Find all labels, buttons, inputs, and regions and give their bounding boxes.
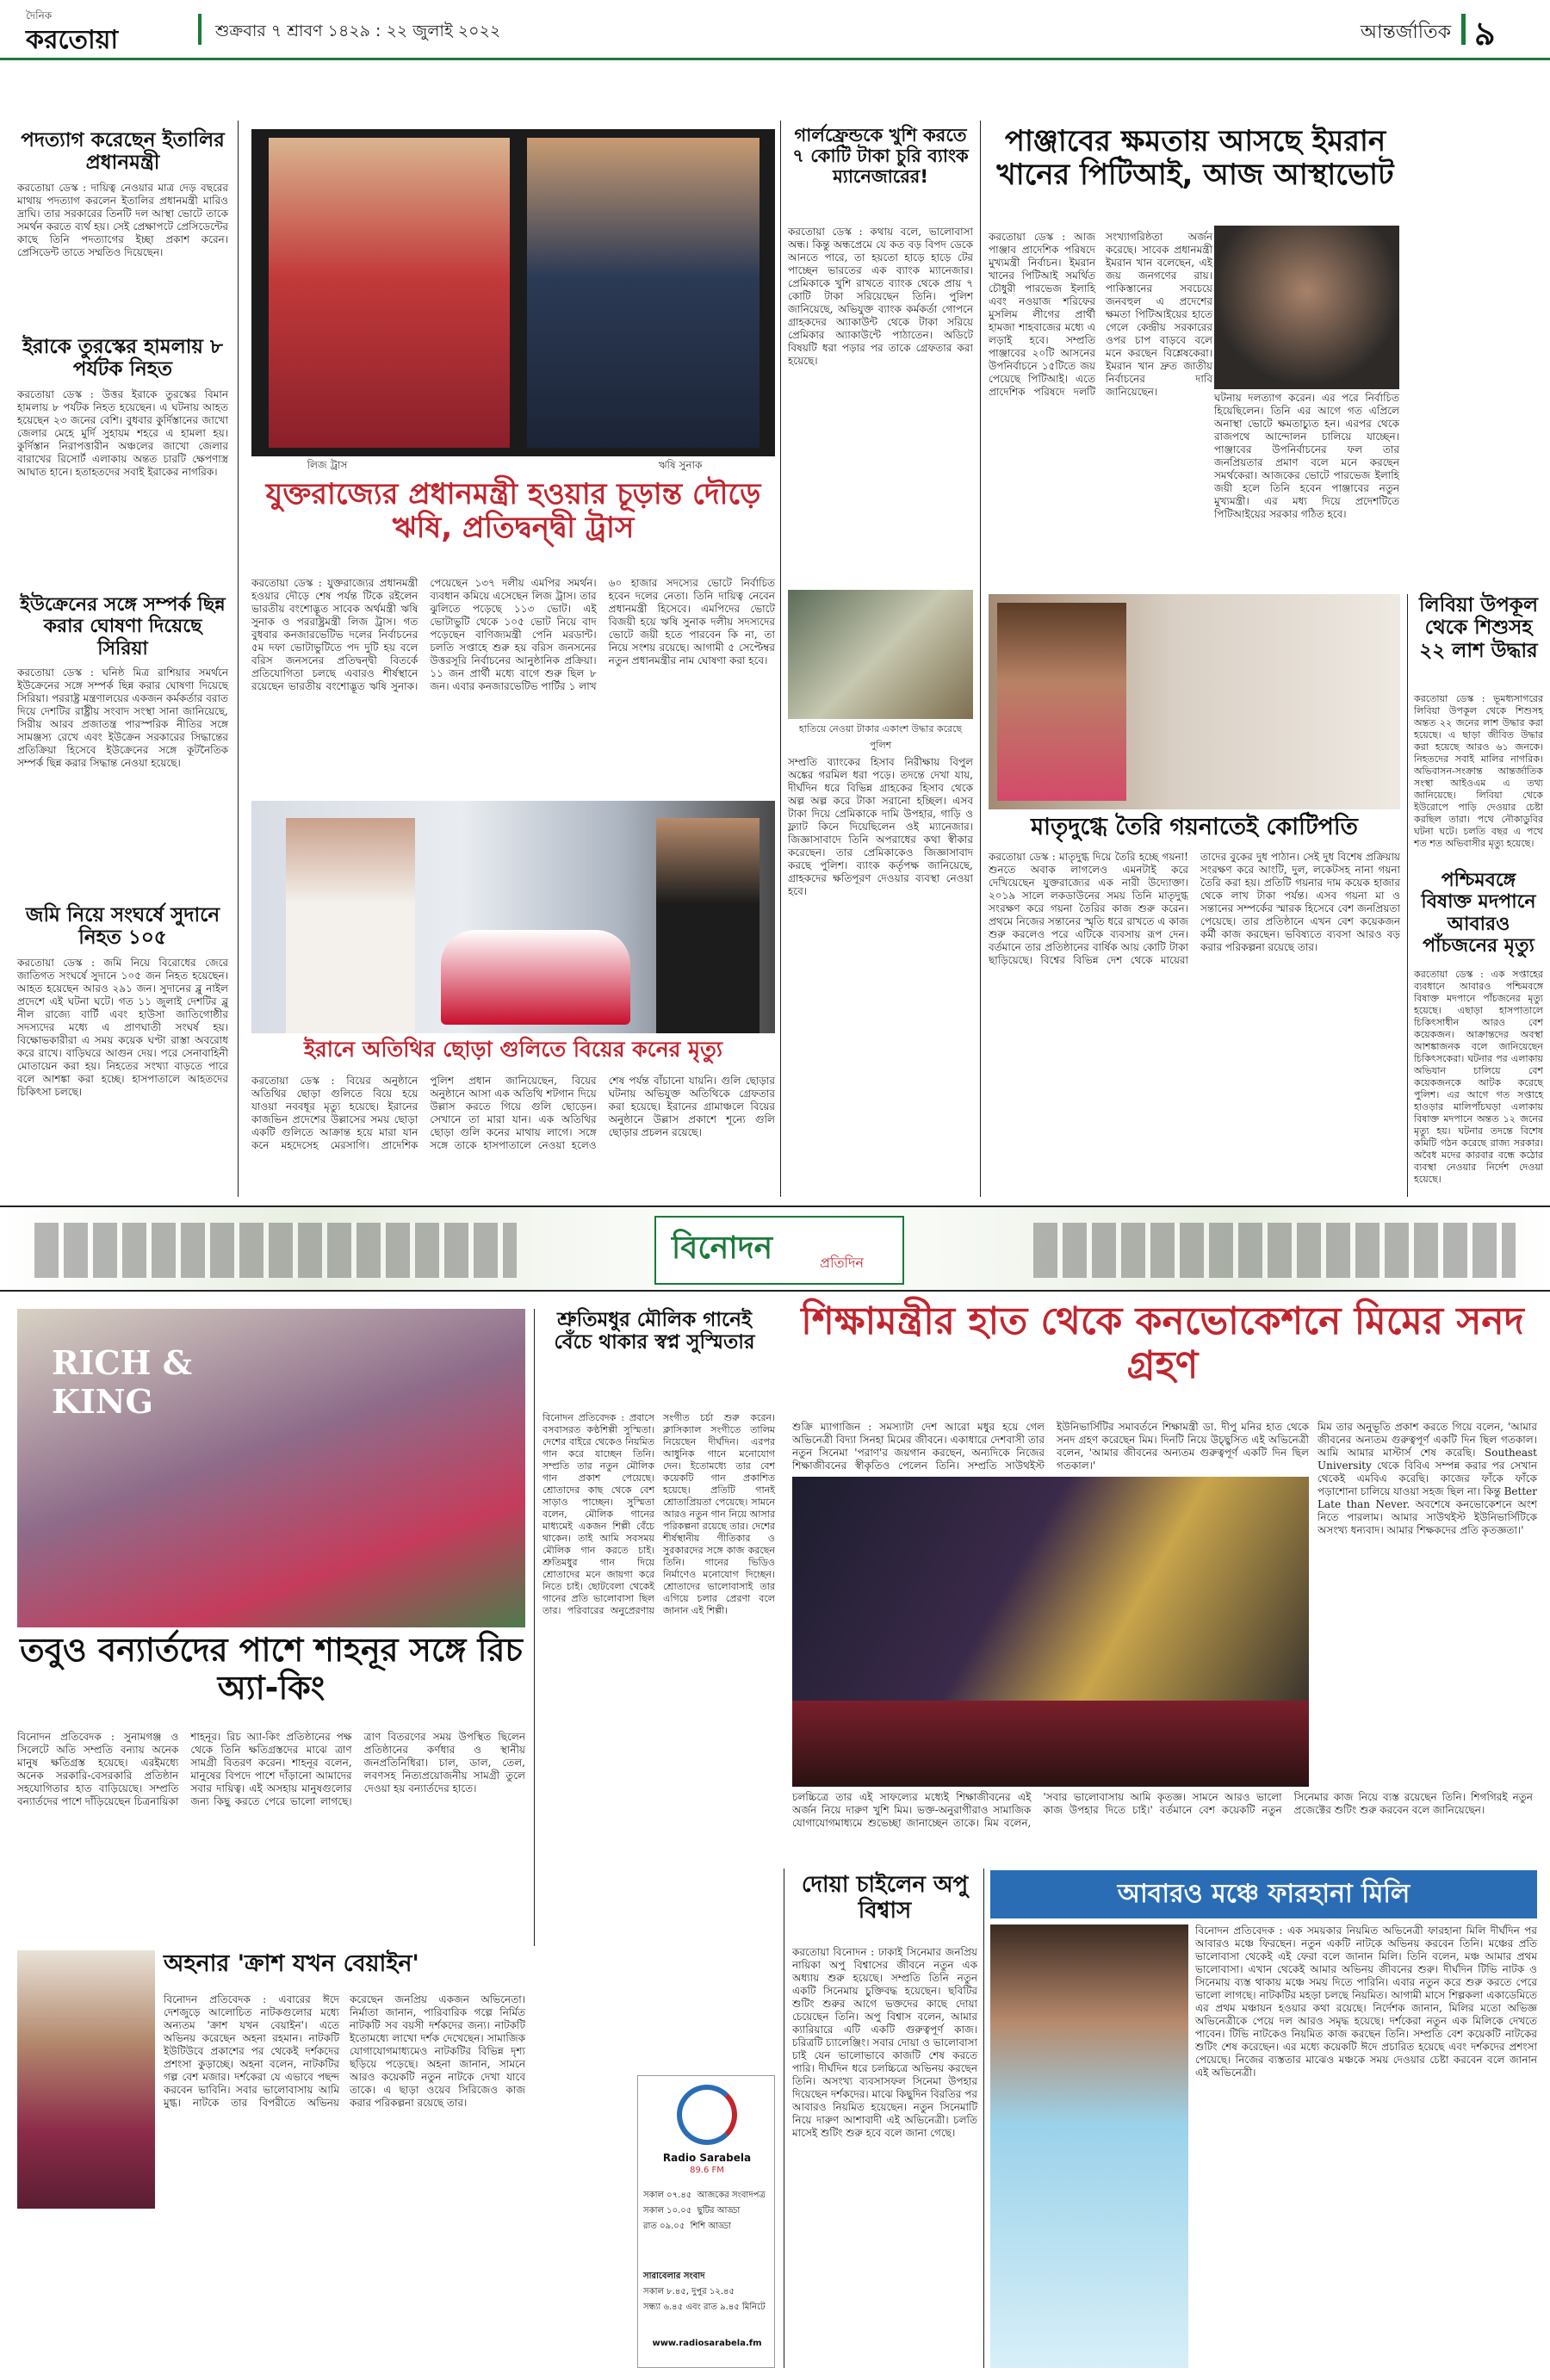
- radio-schedule: [643, 2188, 771, 2265]
- column-rule-2: [780, 121, 781, 1197]
- body-uk: করতোয়া ডেস্ক : যুক্তরাজ্যের প্রধানমন্ত্রী হওয়ার দৌড়ে শেষ পর্যন্ত টিকে রইলেন ভারতীয় বংশোদ্ভূত সাবেক অর্থমন্ত্রী ঋষি সুনাক ও পররাষ্ট্রমন্ত্রী লিজ ট্রাস। গত বুধবার কনজারভেটিভ দলের নির্বাচনের ৫ম দফা ভোটাভুটিতে পদ দুটি হয় বলে বরিস জনসনের প্রতিদ্বন্দ্বী বিতর্কে প্রতিযোগিতা চলছে এবারও শীর্ষস্থানে রয়েছেন ভারতীয় বংশোদ্ভূত ঋষি সুনাক। পেয়েছেন ১৩৭ দলীয় এমপির সমর্থন। ব্যবধান কমিয়ে এসেছেন লিজ ট্রাস। তার ঝুলিতে পড়েছে ১১৩ ভোট। এই ভোটাভুটি থেকে ১০৫ ভোট নিয়ে বাদ পড়েছেন বাণিজ্যমন্ত্রী পেনি মরডান্ট। চলতি সপ্তাহে শুরু হয় বরিস জনসনের উত্তরসূরি নির্বাচনের আনুষ্ঠানিক প্রক্রিয়া। ১১ জন প্রার্থী মধ্যে বাগে শুরু ছিল ৮ জন। এবার কনজারভেটিভ পার্টির ১ লাখ ৬০ হাজার সদস্যের ভোটে নির্বাচিত হবেন দলের নেতা। তিনি দায়িত্ব নেবেন প্রধানমন্ত্রী হিসেবে। এমপিদের ভোটে বিজয়ী হয়ে ঋষি সুনাক দলীয় সদস্যদের ভোটে জয়ী হতে পারবেন কি না, তা নিয়ে সংশয় রয়েছে। আগামী ৫ সেপ্টেম্বর নতুন প্রধানমন্ত্রীর নাম ঘোষণা করা হবে।: [251, 577, 775, 692]
- body-sushmita: বিনোদন প্রতিবেদক : প্রবাসে বসবাসরত কণ্ঠশিল্পী সুস্মিতা। দেশের বাইরে থেকেও নিয়মিত গান করে যাচ্ছেন তিনি। সম্প্রতি তার নতুন মৌলিক গান প্রকাশ পেয়েছে। শ্রোতাদের কাছ থেকে বেশ সাড়াও পাচ্ছেন। সুস্মিতা বলেন, মৌলিক গানের মাধ্যমেই একজন শিল্পী বেঁচে থাকেন। তাই আমি সবসময় মৌলিক গান করতে চাই। শ্রুতিমধুর গান দিয়ে শ্রোতাদের মনে জায়গা করে নিতে চাই। ছোটবেলা থেকেই গানের প্রতি ভালোবাসা ছিল তার। পরিবারের অনুপ্রেরণায় সংগীত চর্চা শুরু করেন। ক্লাসিক্যাল সংগীতে তালিম নিয়েছেন দীর্ঘদিন। এরপর আধুনিক গানে মনোযোগ দেন। ইতোমধ্যে তার বেশ কয়েকটি গান প্রকাশিত হয়েছে। প্রতিটি গানই শ্রোতাপ্রিয়তা পেয়েছে। সামনে আরও নতুন গান নিয়ে আসার পরিকল্পনা রয়েছে তার। দেশের শীর্ষস্থানীয় গীতিকার ও সুরকারদের সঙ্গে কাজ করছেন তিনি। গানের ভিডিও নির্মাণেও মনোযোগ দিচ্ছেন। শ্রোতাদের ভালোবাসাই তার এগিয়ে চলার প্রেরণা বলে জানান এই শিল্পী।: [542, 1412, 775, 1616]
- body-iraq: করতোয়া ডেস্ক : উত্তর ইরাকে তুরস্কের বিমান হামলায় ৮ পর্যটক নিহত হয়েছেন। এ ঘটনায় আহত হয়েছেন ২৩ জনের বেশি। বুধবার কুর্দিস্তানের জাখো জেলার মেহে মুর্দি সুহায়ম শহরে এ হামলা হয়। কুর্দিস্তান নিরাপত্তারীন অঞ্চলের জাখো জেলার বারাখের রিসোর্ট এলাকায় অন্তত চারটি ক্ষেপণাস্ত্র আঘাত হানে। হতাহতদের সবাই ইরাকের নাগরিক।: [17, 387, 228, 478]
- page-number: ৯: [1474, 15, 1496, 53]
- body-ohona: বিনোদন প্রতিবেদক : এবারের ঈদে দেশজুড়ে আলোচিত নাটকগুলোর মধ্যে অন্যতম 'ক্রাশ যখন বেয়াইন'। এতে অভিনয় করেছেন অহনা রহমান। নাটকটি ইউটিউবে প্রকাশের পর থেকেই দর্শকদের প্রশংসা কুড়াচ্ছে। অহনা বলেন, নাটকটির গল্প বেশ মজার। দর্শকেরা যে এভাবে পছন্দ করবেন ভাবিনি। সবার ভালোবাসায় আমি মুগ্ধ। নাটকে তার বিপরীতে অভিনয় করেছেন জনপ্রিয় একজন অভিনেতা। নির্মাতা জানান, পারিবারিক গল্পে নির্মিত নাটকটি সব বয়সী দর্শকদের জন্য। নাটকটি ইতোমধ্যে লাখো দর্শক দেখেছেন। সামাজিক যোগাযোগমাধ্যমেও নাটকটির বিভিন্ন দৃশ্য ছড়িয়ে পড়েছে। অহনা জানান, সামনে আরও কয়েকটি নতুন নাটকে দেখা যাবে তাকে। এ ছাড়া ওয়েব সিরিজেও কাজ করার পরিকল্পনা রয়েছে তার।: [164, 1993, 525, 2109]
- masthead: [0, 0, 1550, 60]
- headline-pakistan: পাঞ্জাবের ক্ষমতায় আসছে ইমরান খানের পিটিআই, আজ আস্থাভোট: [996, 124, 1394, 193]
- body-mim: শুক্রি ম্যাগাজিন : সমস্যাটা দেশ আরো মধুর হয়ে গেল অভিনেত্রী বিদ্যা সিনহা মিমের জীবনে। একাধারে দেশবাসী তার নতুন সিনেমা 'পরাণ'র জয়গান করছেন, অন্যদিকে নিজের শিক্ষাজীবনের স্বীকৃতিও পেলেন তিনি। সম্প্রতি সাউথইস্ট ইউনিভার্সিটির সমাবর্তনে শিক্ষামন্ত্রী ডা. দীপু মনির হাত থেকে সনদ গ্রহণ করেছেন মিম। দিনটি নিয়ে উচ্ছ্বসিত এই অভিনেত্রী বলেন, 'আমার জীবনের অন্যতম গুরুত্বপূর্ণ একটি দিন ছিল গতকাল।': [792, 1421, 1309, 1472]
- logo-text: করতোয়া: [26, 25, 119, 55]
- masthead-divider-right: [1461, 14, 1466, 45]
- photo-mim-convocation: [792, 1477, 1309, 1787]
- headline-sudan: জমি নিয়ে সংঘর্ষে সুদানে নিহত ১০৫: [25, 904, 220, 950]
- mili-headline-bar: [990, 1870, 1537, 1918]
- headline-mili: আবারও মঞ্চে ফারহানা মিলি: [1117, 1879, 1410, 1909]
- photo-liz-truss: [269, 138, 510, 448]
- radio-frequency: 89.6 FM: [690, 2166, 724, 2175]
- photo-bride: [286, 818, 415, 1033]
- masthead-divider: [198, 14, 202, 45]
- caption-bank: হাতিয়ে নেওয়া টাকার একাংশ উদ্ধার করেছে পুলিশ: [798, 723, 963, 751]
- body-pakistan-side: ঘটনায় দলত্যাগ করেন। এর পরে নির্বাচিত হিয়েছিলেন। তিনি এর আগে গত এপ্রিলে অনাস্থা ভোটে ক্ষমতাচ্যুত হন। এরপর থেকে রাজপথে আন্দোলন চালিয়ে যাচ্ছেন। পাঞ্জাবের উপনির্বাচনের ফল তার জনপ্রিয়তার প্রমাণ বলে মনে করছেন সমর্থকেরা। আজকের ভোটে পারভেজ ইলাহি জয়ী হলে তিনি হবেন পাঞ্জাবের নতুন মুখ্যমন্ত্রী। এর মধ্য দিয়ে প্রদেশটিতে পিটিআইয়ের সরকার গঠিত হবে।: [1214, 392, 1399, 520]
- photo-iran-wedding: [251, 801, 775, 1033]
- column-rule: [238, 121, 239, 1197]
- photo-shahnur: [17, 1309, 525, 1627]
- entertainment-banner: [0, 1205, 1550, 1292]
- headline-sushmita: শ্রুতিমধুর মৌলিক গানেই বেঁচে থাকার স্বপ্ন সুস্মিতার: [554, 1309, 755, 1354]
- schedule-row: সকাল ১০.০৫ ছুটির আড্ডা: [643, 2206, 741, 2216]
- body-milk-jewelry: করতোয়া ডেস্ক : মাতৃদুগ্ধ দিয়ে তৈরি হচ্ছে গয়না! শুনতে অবাক লাগলেও এমনটাই করে দেখিয়েছেন যুক্তরাজ্যের এক নারী উদ্যোক্তা। ২০১৯ সালে লকডাউনের সময় তিনি মাতৃদুগ্ধ সংরক্ষণ করে গয়না তৈরির কাজ শুরু করেন। প্রথমে নিজের সন্তানের স্মৃতি ধরে রাখতে এ কাজ শুরু করলেও পরে এটিকে ব্যবসায় রূপ দেন। বর্তমানে তার প্রতিষ্ঠানের বার্ষিক আয় কোটি টাকা ছাড়িয়েছে। বিশ্বের বিভিন্ন দেশ থেকে মায়েরা তাদের বুকের দুধ পাঠান। সেই দুধ বিশেষ প্রক্রিয়ায় সংরক্ষণ করে আংটি, দুল, লকেটসহ নানা গয়না তৈরি করা হয়। প্রতিটি গয়নার দাম কয়েক হাজার থেকে লাখ টাকা পর্যন্ত। এসব গয়না মা ও সন্তানের সম্পর্কের স্মারক হিসেবে বেশ জনপ্রিয়তা পেয়েছে। তার প্রতিষ্ঠানে এখন বেশ কয়েকজন কর্মী কাজ করছেন। ভবিষ্যতে ব্যবসা আরও বড় করার পরিকল্পনা রয়েছে তার।: [989, 851, 1400, 966]
- brief-syria: [17, 594, 228, 930]
- uk-photo: [251, 129, 775, 456]
- photo-cash: [788, 590, 973, 719]
- headline-syria: ইউক্রেনের সঙ্গে সম্পর্ক ছিন্ন করার ঘোষণা দিয়েছে সিরিয়া: [20, 594, 226, 660]
- brief-iraq: [17, 336, 228, 611]
- column-rule-5: [1407, 594, 1408, 1197]
- body-pakistan: করতোয়া ডেস্ক : আজ পাঞ্জাব প্রাদেশিক পরিষদে মুখ্যমন্ত্রী নির্বাচন। ইমরান খানের পিটিআই সমর্থিত চৌধুরী পারভেজ ইলাহি এবং নওয়াজ শরিফের মুসলিম লীগের প্রার্থী হামজা শাহবাজের মধ্যে এ লড়াই হবে। সম্প্রতি পাঞ্জাবের ২০টি আসনের উপনির্বাচনে ১৫টিতে জয় পেয়েছে পিটিআই। এতে প্রাদেশিক পরিষদে দলটি সংখ্যাগরিষ্ঠতা অর্জন করেছে। সাবেক প্রধানমন্ত্রী ইমরান খান বলেছেন, এই জয় জনগণের রায়। পাকিস্তানের সবচেয়ে জনবহুল এ প্রদেশের ক্ষমতা পিটিআইয়ের হাতে গেলে কেন্দ্রীয় সরকারের ওপর চাপ বাড়বে বলে মনে করছেন বিশ্লেষকেরা। ইমরান খান দ্রুত জাতীয় নির্বাচনের দাবি জানিয়েছেন।: [989, 231, 1212, 398]
- column-rule-8: [983, 1869, 984, 2368]
- radio-news-label: সারাবেলার সংবাদ: [643, 2272, 705, 2281]
- body-apu: করতোয়া বিনোদন : ঢাকাই সিনেমার জনপ্রিয় নায়িকা অপু বিশ্বাসের জীবনে নতুন এক অধ্যায় শুরু হয়েছে। সম্প্রতি তিনি নতুন একটি সিনেমায় চুক্তিবদ্ধ হয়েছেন। ছবিটির শুটিং শুরুর আগে ভক্তদের কাছে দোয়া চেয়েছেন তিনি। অপু বিশ্বাস বলেন, আমার ক্যারিয়ারে এটি একটি গুরুত্বপূর্ণ কাজ। চরিত্রটি চ্যালেঞ্জিং। সবার দোয়া ও ভালোবাসা চাই যেন ভালোভাবে কাজটি শেষ করতে পারি। দীর্ঘদিন ধরে চলচ্চিত্রে অভিনয় করছেন তিনি। অসংখ্য ব্যবসাসফল সিনেমা উপহার দিয়েছেন দর্শকদের। মাঝে কিছুদিন বিরতির পর আবারও নিয়মিত হয়েছেন। নতুন সিনেমাটি নিয়ে দারুণ আশাবাদী এই অভিনেত্রী। চলতি মাসেই শুটিং শুরু হবে বলে জানা গেছে।: [792, 1946, 977, 2139]
- banner-title: বিনোদন: [672, 1230, 773, 1266]
- headline-apu: দোয়া চাইলেন অপু বিশ্বাস: [801, 1872, 969, 1924]
- body-mim-right: মিম তার অনুভূতি প্রকাশ করতে গিয়ে বলেন, 'আমার জীবনের অন্যতম গুরুত্বপূর্ণ একটি দিন ছিল গতকাল। আমি আমার মাস্টার্স শেষ করেছি। Southeast University থেকে বিবিএ সম্পন্ন করার পর সেখান থেকেই এমবিএ করেছি। কাজের ফাঁকে ফাঁকে পড়াশোনা চালিয়ে যাওয়া সহজ ছিল না। কিন্তু Better Late than Never. অবশেষে কনভোকেশনে অংশ নিতে পারলাম। আমার সাউথইস্ট ইউনিভার্সিটিকে অসংখ্য ধন্যবাদ। আমার শিক্ষকদের প্রতি কৃতজ্ঞতা।': [1318, 1421, 1537, 1536]
- photo-milk-jewelry: [989, 594, 1400, 809]
- body-libya: করতোয়া ডেস্ক : ভূমধ্যসাগরের লিবিয়া উপকূল থেকে শিশুসহ অন্তত ২২ জনের লাশ উদ্ধার করা হয়েছে। এ ছাড়া জীবিত উদ্ধার করা হয়েছে আরও ৬১ জনকে। নিহতদের সবাই মালির নাগরিক। অভিবাসন-সংক্রান্ত আন্তর্জাতিক সংস্থা আইওএম এ তথ্য জানিয়েছে। লিবিয়া থেকে ইউরোপে পাড়ি দেওয়ার চেষ্টা করছিল তারা। পথে নৌকাডুবির ঘটনা ঘটে। চলতি বছর এ পথে শত শত অভিবাসীর মৃত্যু হয়েছে।: [1414, 693, 1543, 849]
- photo-ohona: [17, 1950, 155, 2209]
- dateline: শুক্রবার ৭ শ্রাবণ ১৪২৯ : ২২ জুলাই ২০২২: [215, 22, 501, 40]
- headline-libya: লিবিয়া উপকূল থেকে শিশুসহ ২২ লাশ উদ্ধার: [1418, 594, 1539, 662]
- caption-liz-truss: লিজ ট্রাস: [307, 459, 348, 471]
- body-iran: করতোয়া ডেস্ক : বিয়ের অনুষ্ঠানে অতিথির ছোড়া গুলিতে বিয়ে হয়ে যাওয়া নববধূর মৃত্যু হয়েছে। ইরানের কাজভিন প্রদেশের উল্লাসের সময় ছোড়া একটি গুলিতে আক্রান্ত হয়ে মারা যান কনে মহদেসেহ মেরসাগি। প্রাদেশিক পুলিশ প্রধান জানিয়েছেন, বিয়ের অনুষ্ঠানে আসা এক অতিথি শটগান দিয়ে উল্লাস করতে গিয়ে গুলি ছোড়েন। সেখানে তা মারা যান। এক অতিথির ছোড়া গুলি কনের মাথায় লাগে। সঙ্গে সঙ্গে তাকে হাসপাতালে নেওয়া হলেও শেষ পর্যন্ত বাঁচানো যায়নি। গুলি ছোড়ার ঘটনায় অভিযুক্ত অতিথিকে গ্রেফতার করা হয়েছে। ইরানের গ্রামাঞ্চলে বিয়ের অনুষ্ঠানে উল্লাস প্রকাশে শূন্যে গুলি ছোড়ার প্রচলন রয়েছে।: [251, 1075, 775, 1151]
- body-bank-continued: সম্প্রতি ব্যাংকের হিসাব নিরীক্ষায় বিপুল অঙ্কের গরমিল ধরা পড়ে। তদন্তে দেখা যায়, দীর্ঘদিন ধরে বিভিন্ন গ্রাহকের হিসাব থেকে অল্প অল্প করে টাকা সরানো হচ্ছিল। এসব টাকা দিয়ে প্রেমিকাকে দামি উপহার, গাড়ি ও ফ্ল্যাট কিনে দিয়েছিলেন ওই ম্যানেজার। জিজ্ঞাসাবাদে তিনি অপরাধের কথা স্বীকার করেছেন। তার প্রেমিকাকেও জিজ্ঞাসাবাদ করছে পুলিশ। ব্যাংক কর্তৃপক্ষ জানিয়েছে, গ্রাহকদের ক্ষতিপূরণ দেওয়ার ব্যবস্থা নেওয়া হবে।: [788, 756, 973, 897]
- headline-iran: ইরানে অতিথির ছোড়া গুলিতে বিয়ের কনের মৃত্যু: [304, 1037, 722, 1062]
- radio-url[interactable]: www.radiosarabela.fm: [652, 2339, 762, 2348]
- body-shahnur: বিনোদন প্রতিবেদক : সুনামগঞ্জ ও সিলেটে অতি সম্প্রতি বন্যায় অনেক মানুষ ক্ষতিগ্রস্ত হয়েছে। এরইমধ্যে অনেক সরকারি-বেসরকারি প্রতিষ্ঠান সহযোগিতার হাত বাড়িয়েছে। সম্প্রতি বন্যার্তদের পাশে দাঁড়িয়েছেন চিত্রনায়িকা শাহনূর। রিচ অ্যা-কিং প্রতিষ্ঠানের পক্ষ থেকে তিনি ক্ষতিগ্রস্তদের মাঝে ত্রাণ সামগ্রী বিতরণ করেন। শাহনূর বলেন, মানুষের বিপদে পাশে দাঁড়ানো আমাদের সবার দায়িত্ব। এই অসহায় মানুষগুলোর জন্য কিছু করতে পেরে ভালো লাগছে। ত্রাণ বিতরণের সময় উপস্থিত ছিলেন প্রতিষ্ঠানের কর্ণধার ও স্থানীয় জনপ্রতিনিধিরা। চাল, ডাল, তেল, লবণসহ নিত্যপ্রয়োজনীয় সামগ্রী তুলে দেওয়া হয় বন্যার্তদের হাতে।: [17, 1731, 525, 1807]
- brief-sudan: [17, 904, 228, 1197]
- banner-subtitle: প্রতিদিন: [820, 1255, 865, 1271]
- column-rule-3: [980, 121, 981, 1197]
- schedule-row: সকাল ০৭.৪৫ আজকের সংবাদপত্র: [643, 2191, 766, 2200]
- headline-italy: পদত্যাগ করেছেন ইতালির প্রধানমন্ত্রী: [21, 129, 225, 175]
- section-label: আন্তর্জাতিক: [1360, 22, 1451, 43]
- body-west-bengal: করতোয়া ডেস্ক : এক সপ্তাহের ব্যবধানে আবারও পশ্চিমবঙ্গে বিষাক্ত মদপানে পাঁচজনের মৃত্যু হয়েছে। এছাড়া হাসপাতালে চিকিৎসাধীন আরও বেশ কয়েকজন। আক্রান্তদের অবস্থা আশঙ্কাজনক বলে জানিয়েছেন চিকিৎসকেরা। ঘটনার পর এলাকায় অভিযান চালিয়ে বেশ কয়েকজনকে আটক করেছে পুলিশ। এর আগে গত সপ্তাহে হাওড়ার মালিপাঁচঘড়া এলাকায় বিষাক্ত মদপানে অন্তত ১২ জনের মৃত্যু হয়। ঘটনার তদন্তে বিশেষ কমিটি গঠন করেছে রাজ্য সরকার। অবৈধ মদের কারবার বন্ধে কঠোর ব্যবস্থা নেওয়ার নির্দেশ দেওয়া হয়েছে।: [1414, 969, 1543, 1185]
- photo-car: [441, 930, 630, 1025]
- headline-west-bengal: পশ্চিমবঙ্গে বিষাক্ত মদপানে আবারও পাঁচজনের মৃত্যু: [1421, 870, 1536, 957]
- photo-banner-text: RICH & KING: [52, 1343, 193, 1421]
- body-syria: করতোয়া ডেস্ক : ঘনিষ্ঠ মিত্র রাশিয়ার সমর্থনে ইউক্রেনের সঙ্গে সম্পর্ক ছিন্ন করার ঘোষণা দিয়েছে সিরিয়া। পররাষ্ট্র মন্ত্রণালয়ের একজন কর্মকর্তার বরাত দিয়ে দেশটির রাষ্ট্রীয় সংবাদ সংস্থা সানা জানিয়েছে, সিরীয় আরব প্রজাতন্ত্র পারস্পরিক নীতির সঙ্গে সামঞ্জস্য রেখে এবং ইউক্রেন সরকারের সিদ্ধান্তের প্রতিক্রিয়া হিসেবে ইউক্রেনের সঙ্গে কূটনৈতিক সম্পর্ক ছিন্ন করার সিদ্ধান্ত নেওয়া হয়েছে।: [17, 666, 228, 769]
- logo-small: দৈনিক: [26, 9, 53, 22]
- photo-rishi-sunak: [527, 138, 760, 448]
- headline-uk: যুক্তরাজ্যের প্রধানমন্ত্রী হওয়ার চূড়ান্ত দৌড়ে ঋষি, প্রতিদ্বন্দ্বী ট্রাস: [265, 477, 761, 546]
- body-italy: করতোয়া ডেস্ক : দায়িত্ব নেওয়ার মাত্র দেড় বছরের মাথায় পদত্যাগ করলেন ইতালির প্রধানমন্ত্রী মারিও দ্রাঘি। তার সরকারের তিনটি দল আস্থা ভোটে তাকে সমর্থন করতে ব্যর্থ হয়। সেই প্রেক্ষাপটে প্রেসিডেন্টের কাছে তিনি পদত্যাগের ইচ্ছা প্রকাশ করেন। প্রেসিডেন্ট তাতে সম্মতিও দিয়েছেন।: [17, 181, 228, 258]
- photo-farhana-mili: [990, 1924, 1188, 2368]
- photo-imran-khan: [1214, 226, 1399, 389]
- photo-woman: [997, 603, 1126, 801]
- film-strip-left: [34, 1223, 517, 1278]
- radio-ad: [637, 2075, 775, 2368]
- film-strip-right: [1033, 1223, 1516, 1278]
- ohona-box: [17, 1950, 525, 2364]
- logo: [26, 9, 189, 55]
- body-mim-bottom: চলচ্চিত্রে তার এই সাফল্যের মধ্যেই শিক্ষাজীবনের এই অর্জন নিয়ে দারুণ খুশি মিম। ভক্ত-অনুরাগীরাও সামাজিক যোগাযোগমাধ্যমে শুভেচ্ছা জানাচ্ছেন তাকে। মিম বলেন, 'সবার ভালোবাসায় আমি কৃতজ্ঞ। সামনে আরও ভালো কাজ উপহার দিতে চাই।' বর্তমানে বেশ কয়েকটি নতুন সিনেমার কাজ নিয়ে ব্যস্ত রয়েছেন তিনি। শিগগিরই নতুন প্রজেক্টের শুটিং শুরু করবেন বলে জানিয়েছেন।: [792, 1791, 1533, 1829]
- schedule-row: রাত ০৯.০৫ শিশি আড্ডা: [643, 2222, 731, 2231]
- photo-stage: [792, 1701, 1309, 1787]
- body-mili: বিনোদন প্রতিবেদক : এক সময়কার নিয়মিত অভিনেত্রী ফারহানা মিলি দীর্ঘদিন পর আবারও মঞ্চে ফিরছেন। নতুন একটি নাটকে অভিনয় করবেন তিনি। মঞ্চের প্রতি ভালোবাসা থেকেই এই ফেরা বলে জানান মিলি। তিনি বলেন, মঞ্চ আমার প্রথম ভালোবাসা। এখান থেকেই আমার অভিনয় জীবনের শুরু। দীর্ঘদিন টিভি নাটক ও সিনেমায় ব্যস্ত থাকায় মঞ্চে সময় দিতে পারিনি। এবার নতুন করে শুরু করতে পেরে ভালো লাগছে। নাটকটির মহড়া চলছে নিয়মিত। আগামী মাসে শিল্পকলা একাডেমিতে এর প্রথম মঞ্চায়ন হওয়ার কথা রয়েছে। নির্দেশক জানান, মিলির মতো অভিজ্ঞ অভিনেত্রীকে পেয়ে দল আরও সমৃদ্ধ হয়েছে। দর্শকেরা নতুন এক মিলিকে দেখতে পাবেন। টিভি নাটকেও নিয়মিত কাজ করছেন তিনি। সম্প্রতি বেশ কয়েকটি নাটকের শুটিং শেষ করেছেন। এর মধ্যে কয়েকটি ঈদে প্রচারিত হয়েছে এবং দর্শকদের প্রশংসা পেয়েছে। নিজের ব্যস্ততার মাঝেও মঞ্চকে সময় দেওয়ার চেষ্টা করবেন বলে জানান এই অভিনেত্রী।: [1195, 1924, 1537, 2079]
- headline-iraq: ইরাকে তুরস্কের হামলায় ৮ পর্যটক নিহত: [22, 336, 223, 381]
- headline-mim: শিক্ষামন্ত্রীর হাত থেকে কনভোকেশনে মিমের সনদ গ্রহণ: [801, 1299, 1524, 1387]
- headline-shahnur: তবুও বন্যার্তদের পাশে শাহনূর সঙ্গে রিচ অ্যা-কিং: [20, 1631, 523, 1707]
- radio-name: Radio Sarabela: [662, 2152, 752, 2164]
- banner-title-box: [654, 1216, 904, 1285]
- headline-bank: গার্লফ্রেন্ডকে খুশি করতে ৭ কোটি টাকা চুরি ব্যাংক ম্যানেজারের!: [792, 125, 969, 188]
- headline-ohona: অহনার 'ক্রাশ যখন বেয়াইন': [164, 1950, 419, 1977]
- caption-rishi-sunak: ঋষি সুনাক: [658, 459, 703, 471]
- radio-news-times-2: সন্ধ্যা ৬.৪৫ এবং রাত ৯.৪৫ মিনিটে: [643, 2303, 766, 2312]
- body-sudan: করতোয়া ডেস্ক : জমি নিয়ে বিরোধের জেরে জাতিগত সংঘর্ষে সুদানে ১০৫ জন নিহত হয়েছেন। আহত হয়েছেন আরও ২৯১ জন। সুদানের ব্লু নাইল প্রদেশে এই ঘটনা ঘটে। গত ১১ জুলাই দেশটির ব্লু নীল রাজ্যে বার্টি এবং হাউসা জাতিগোষ্ঠীর সদস্যদের মধ্যে এ প্রাণঘাতী সংঘর্ষ হয়। বিক্ষোভকারীরা এ সময় কয়েক ঘণ্টা রাস্তা অবরোধ করে রাখে। বাড়িঘরে আগুন দেয়। পরে সেনাবাহিনী মোতায়েন করা হয়। নিহতের সংখ্যা বাড়তে পারে বলে আশঙ্কা করা হচ্ছে। হাসপাতালে আহতদের চিকিৎসা চলছে।: [17, 956, 228, 1098]
- body-bank: করতোয়া ডেস্ক : কথায় বলে, ভালোবাসা অন্ধ। কিন্তু অন্ধপ্রেমে যে কত বড় বিপদ ডেকে আনতে পারে, তা হয়তো হাড়ে হাড়ে টের পাচ্ছেন ভারতের এক ব্যাংক ম্যানেজার। প্রেমিকাকে খুশি রাখতে ব্যাংক থেকে প্রায় ৭ কোটি টাকা সরিয়েছেন তিনি। পুলিশ জানিয়েছে, অভিযুক্ত ব্যাংক কর্মকর্তা গোপনে গ্রাহকদের অ্যাকাউন্ট থেকে টাকা সরিয়ে প্রেমিকার অ্যাকাউন্টে পাঠাতেন। অডিটে বিষয়টি ধরা পড়ার পর তাকে গ্রেফতার করা হয়েছে।: [788, 226, 973, 367]
- column-rule-6: [534, 1309, 535, 1946]
- radio-news-times: সকাল ৮.৪৫, দুপুর ১২.৪৫: [643, 2287, 735, 2296]
- photo-groom: [656, 818, 760, 1033]
- headline-milk-jewelry: মাতৃদুগ্ধে তৈরি গয়নাতেই কোটিপতি: [1031, 814, 1358, 840]
- radio-logo-icon: [677, 2085, 737, 2145]
